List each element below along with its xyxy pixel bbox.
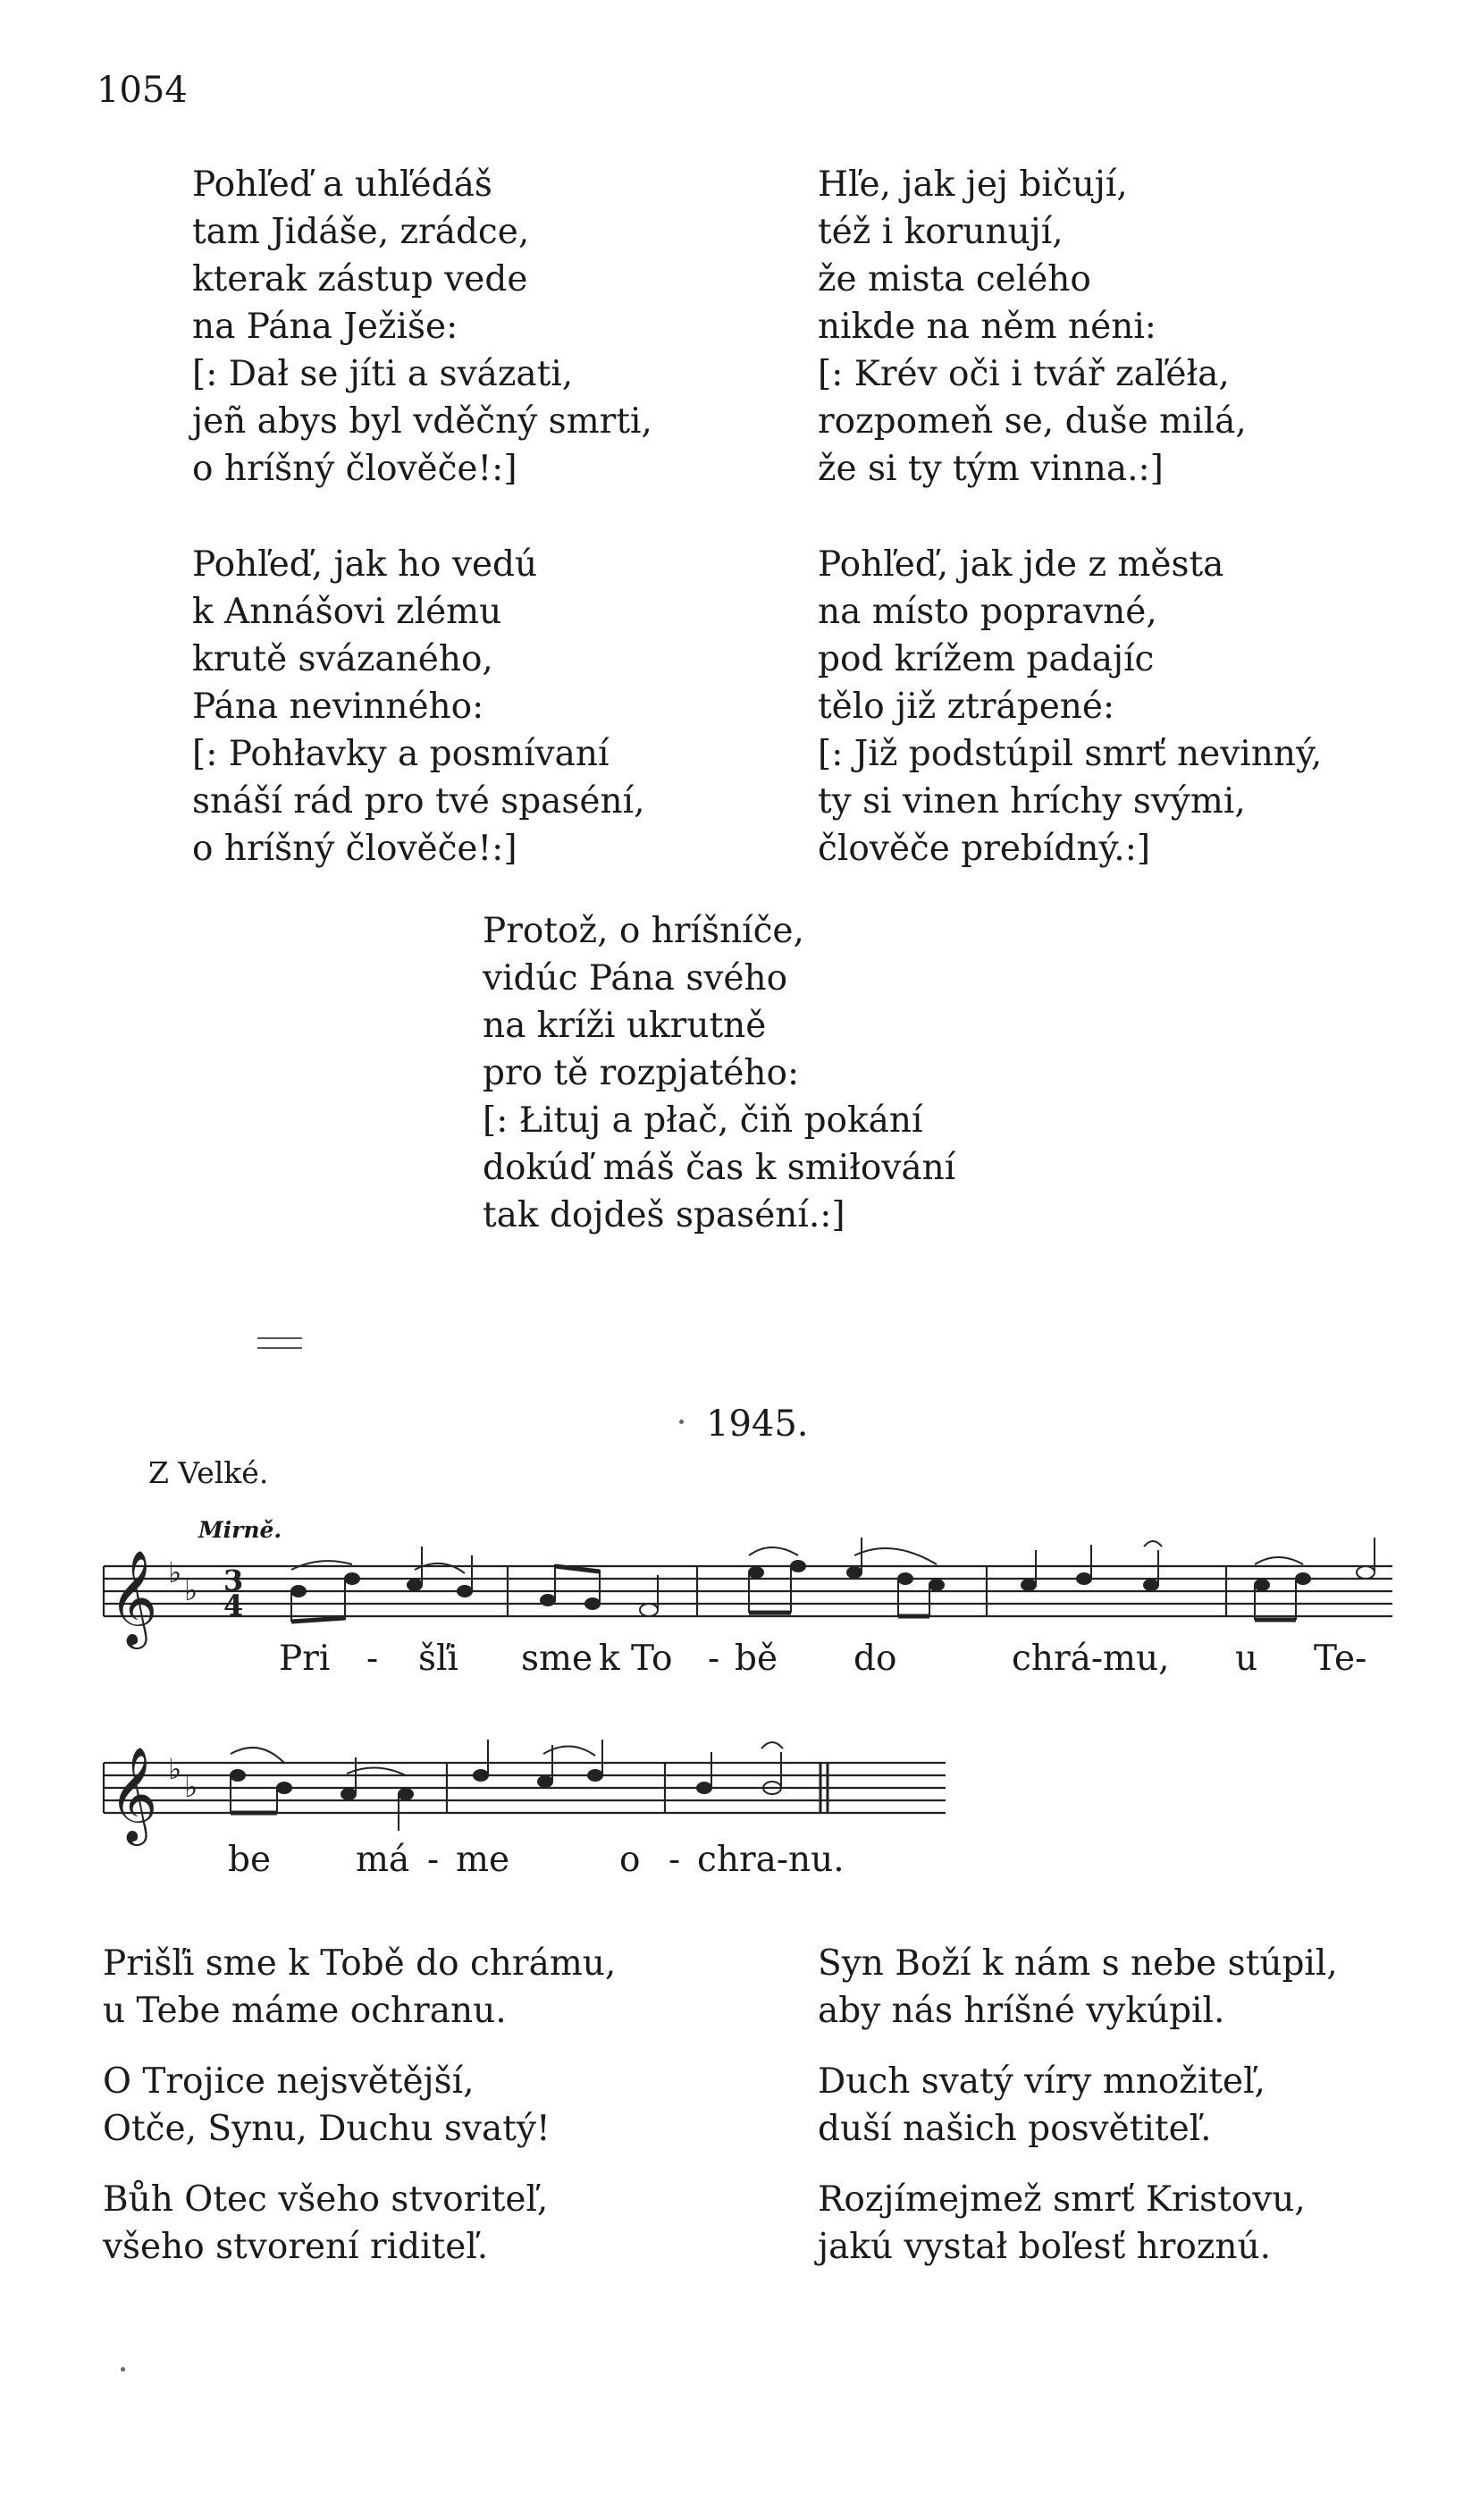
verse-line: o hríšný člověče!:]	[192, 829, 517, 869]
music-staff-1	[97, 1520, 1401, 1654]
verse-line: Otče, Synu, Duchu svatý!	[103, 2109, 551, 2149]
verse-line: že mista celého	[818, 259, 1091, 299]
song-source: Z Velké.	[148, 1455, 269, 1490]
verse-line: [: Łituj a płač, čiň pokání	[483, 1100, 923, 1141]
verse-line: O Trojice nejsvětější,	[103, 2061, 475, 2102]
verse-line: jakú vystał boľesť hroznú.	[818, 2227, 1272, 2267]
stanza	[818, 2058, 1265, 2153]
lyric-syllable: má	[356, 1840, 410, 1880]
stanza	[818, 161, 1247, 493]
verse-line: u Tebe máme ochranu.	[103, 1991, 507, 2031]
verse-line: na kríži ukrutně	[483, 1006, 767, 1046]
verse-line: Duch svatý víry množiteľ,	[818, 2061, 1265, 2102]
print-speck	[679, 1420, 684, 1424]
verse-line: snáší rád pro tvé spaséní,	[192, 781, 645, 822]
lyric-syllable: me	[456, 1840, 510, 1880]
verse-line: o hríšný člověče!:]	[192, 449, 517, 489]
verse-line: pro tě rozpjatého:	[483, 1053, 800, 1093]
flat-icon: ♭	[168, 1555, 182, 1589]
verse-line: [: Již podstúpil smrť nevinný,	[818, 734, 1323, 774]
stanza	[192, 541, 645, 872]
lyric-syllable: Pri	[279, 1639, 331, 1679]
flat-icon: ♭	[184, 1573, 198, 1607]
verse-line: Prišľi sme k Tobě do chrámu,	[103, 1943, 617, 1984]
lyric-syllable: be	[228, 1840, 272, 1880]
verse-line: na Pána Ježiše:	[192, 307, 458, 347]
verse-line: Rozjímejmež smrť Kristovu,	[818, 2179, 1306, 2220]
verse-line: Pohľeď a uhľédáš	[192, 164, 492, 205]
verse-line: nikde na něm néni:	[818, 307, 1156, 347]
verse-line: [: Dał se jíti a svázati,	[192, 354, 574, 394]
lyric-syllable: bě	[735, 1639, 778, 1679]
verse-line: pod krížem padajíc	[818, 639, 1155, 679]
stanza	[103, 2058, 551, 2153]
verse-line: vidúc Pána svého	[483, 958, 788, 999]
lyric-hyphen: -	[366, 1639, 379, 1679]
tempo-marking: Mirně.	[198, 1517, 282, 1543]
stanza	[192, 161, 652, 493]
stanza	[818, 541, 1322, 872]
flat-icon: ♭	[168, 1752, 182, 1786]
time-signature-bottom: 4	[223, 1589, 244, 1622]
verse-line: tělo již ztrápené:	[818, 687, 1115, 727]
lyric-hyphen: -	[427, 1840, 440, 1880]
verse-line: Pohľeď, jak jde z města	[818, 544, 1224, 585]
lyric-syllable: do	[853, 1639, 897, 1679]
time-signature-top: 3	[223, 1563, 244, 1597]
verse-line: dokúď máš čas k smiłování	[483, 1148, 956, 1188]
lyric-syllable: chra-nu.	[697, 1840, 845, 1880]
verse-line: k Annášovi zlému	[192, 592, 502, 632]
page-number: 1054	[97, 70, 188, 111]
verse-line: duší našich posvětiteľ.	[818, 2109, 1212, 2149]
verse-line: Pohľeď, jak ho vedú	[192, 544, 538, 585]
verse-line: Bůh Otec všeho stvoriteľ,	[103, 2179, 549, 2220]
verse-line: Hľe, jak jej bičují,	[818, 164, 1128, 205]
verse-line: na místo popravné,	[818, 592, 1157, 632]
verse-line: aby nás hríšné vykúpil.	[818, 1991, 1225, 2031]
verse-line: jeñ abys byl vděčný smrti,	[192, 401, 652, 442]
notes	[231, 1740, 783, 1831]
verse-line: tak dojdeš spaséní.:]	[483, 1195, 845, 1235]
lyric-hyphen: -	[708, 1639, 720, 1679]
verse-line: Syn Boží k nám s nebe stúpil,	[818, 1943, 1338, 1984]
song-number: 1945.	[706, 1403, 809, 1445]
stanza	[103, 2176, 548, 2271]
verse-line: [: Krév oči i tvář zaľéła,	[818, 354, 1230, 394]
separator-mark	[257, 1337, 302, 1357]
stanza	[483, 907, 955, 1239]
flat-icon: ♭	[184, 1770, 198, 1804]
verse-line: kterak zástup vede	[192, 259, 528, 299]
verse-line: člověče prebídný.:]	[818, 829, 1151, 869]
verse-line: rozpomeň se, duše milá,	[818, 401, 1247, 442]
stanza	[103, 1940, 616, 2035]
verse-line: též i korunují,	[818, 212, 1064, 252]
lyric-hyphen: -	[668, 1840, 681, 1880]
verse-line: ty si vinen hríchy svými,	[818, 781, 1246, 822]
stanza	[818, 1940, 1338, 2035]
treble-clef-icon: 𝄞	[109, 1746, 158, 1842]
lyric-syllable: k To	[599, 1639, 673, 1679]
verse-line: Pána nevinného:	[192, 687, 484, 727]
lyric-syllable: chrá-mu,	[1012, 1639, 1170, 1679]
lyric-syllable: o	[619, 1840, 641, 1880]
lyric-syllable: Te-	[1314, 1639, 1367, 1679]
verse-line: že si ty tým vinna.:]	[818, 449, 1164, 489]
music-staff-2	[97, 1716, 990, 1850]
print-speck	[121, 2367, 125, 2372]
lyric-syllable: šľi	[418, 1639, 458, 1679]
verse-line: [: Pohłavky a posmívaní	[192, 734, 610, 774]
stanza	[818, 2176, 1306, 2271]
verse-line: tam Jidáše, zrádce,	[192, 212, 530, 252]
verse-line: všeho stvorení riditeľ.	[103, 2227, 489, 2267]
lyric-syllable: sme	[521, 1639, 593, 1679]
verse-line: krutě svázaného,	[192, 639, 493, 679]
verse-line: Protož, o hríšníče,	[483, 911, 804, 951]
treble-clef-icon: 𝄞	[109, 1549, 158, 1645]
lyric-syllable: u	[1235, 1639, 1258, 1679]
